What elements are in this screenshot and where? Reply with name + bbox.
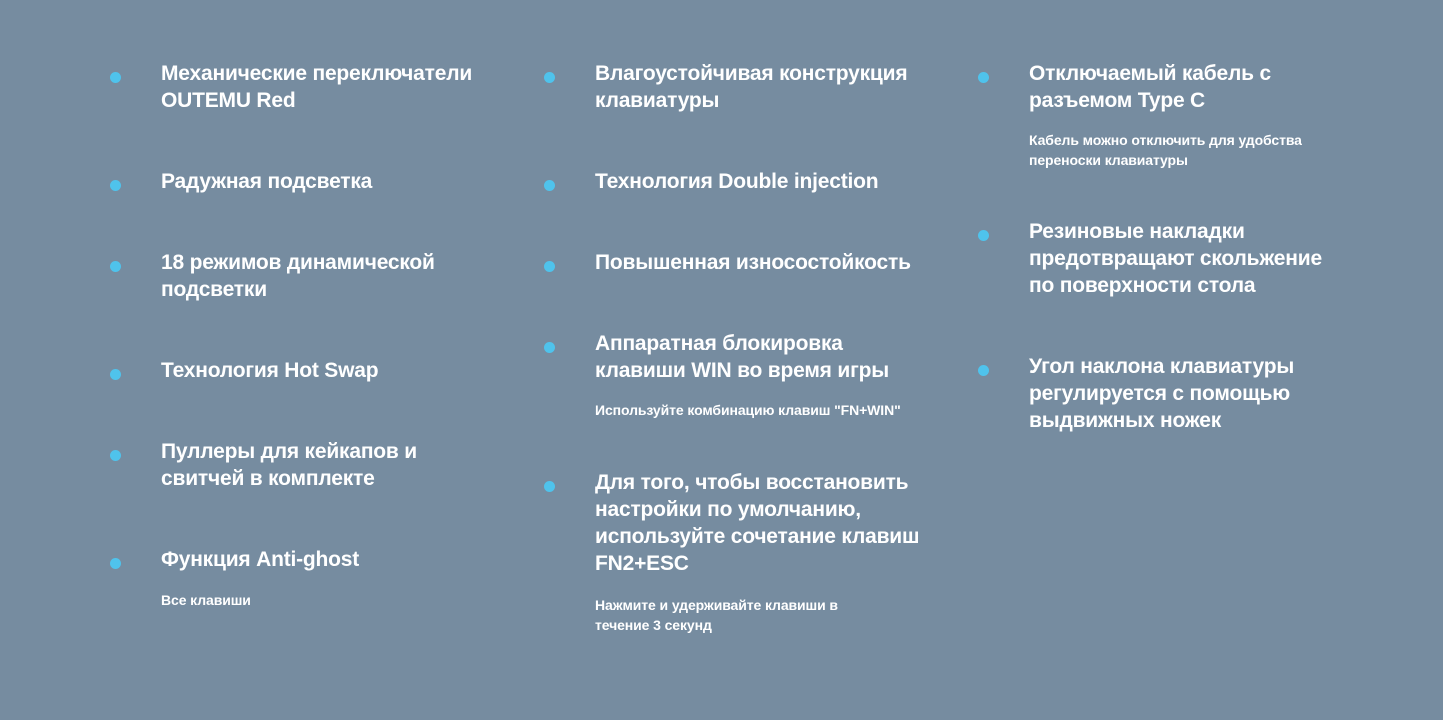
bullet-icon [544, 481, 555, 492]
feature-item [110, 60, 501, 114]
feature-title: Угол наклона клавиатуры регулируется с помощью выдвижных ножек [1029, 355, 1295, 432]
feature-title: Технология Hot Swap [161, 359, 379, 382]
feature-title: Влагоустойчивая конструкция клавиатуры [595, 62, 908, 112]
feature-title: Радужная подсветка [161, 170, 373, 193]
feature-item [978, 353, 1319, 434]
feature-note: Кабель можно отключить для удобства переноски клавиатуры [1029, 132, 1302, 168]
bullet-icon [110, 558, 121, 569]
feature-item [544, 168, 935, 195]
feature-item [544, 60, 935, 114]
bullet-icon [978, 365, 989, 376]
feature-item [110, 357, 501, 384]
feature-title: Пуллеры для кейкапов и свитчей в комплекте [161, 440, 417, 490]
feature-item [544, 249, 940, 276]
bullet-icon [978, 72, 989, 83]
feature-title: Функция Anti-ghost [161, 548, 360, 571]
feature-note: Все клавиши [161, 592, 251, 608]
feature-item [978, 218, 1349, 299]
feature-item [110, 168, 501, 195]
bullet-icon [544, 72, 555, 83]
feature-title: Отключаемый кабель с разъемом Type C [1029, 62, 1271, 112]
feature-title: Технология Double injection [595, 170, 879, 193]
bullet-icon [544, 261, 555, 272]
bullet-icon [110, 450, 121, 461]
feature-note: Используйте комбинацию клавиш "FN+WIN" [595, 402, 901, 418]
bullet-icon [978, 230, 989, 241]
feature-title: Резиновые накладки предотвращают скольжение по поверхности стола [1029, 220, 1322, 297]
feature-note: Нажмите и удерживайте клавиши в течение 3 секунд [595, 597, 838, 633]
feature-title: Аппаратная блокировка клавиши WIN во время игры [595, 332, 889, 382]
bullet-icon [110, 261, 121, 272]
feature-title: Механические переключатели OUTEMU Red [161, 62, 473, 112]
feature-item [544, 330, 935, 420]
feature-item [110, 438, 451, 492]
bullet-icon [110, 72, 121, 83]
feature-item [544, 469, 930, 635]
bullet-icon [110, 180, 121, 191]
feature-item [110, 249, 471, 303]
feature-title: Повышенная износостойкость [595, 251, 911, 274]
feature-item [978, 60, 1339, 170]
bullet-icon [544, 342, 555, 353]
feature-title: 18 режимов динамической подсветки [161, 251, 435, 301]
feature-title: Для того, чтобы восстановить настройки по умолчанию, используйте сочетание клавиш FN2+ESC [595, 471, 920, 575]
bullet-icon [544, 180, 555, 191]
feature-item [110, 546, 501, 610]
bullet-icon [110, 369, 121, 380]
